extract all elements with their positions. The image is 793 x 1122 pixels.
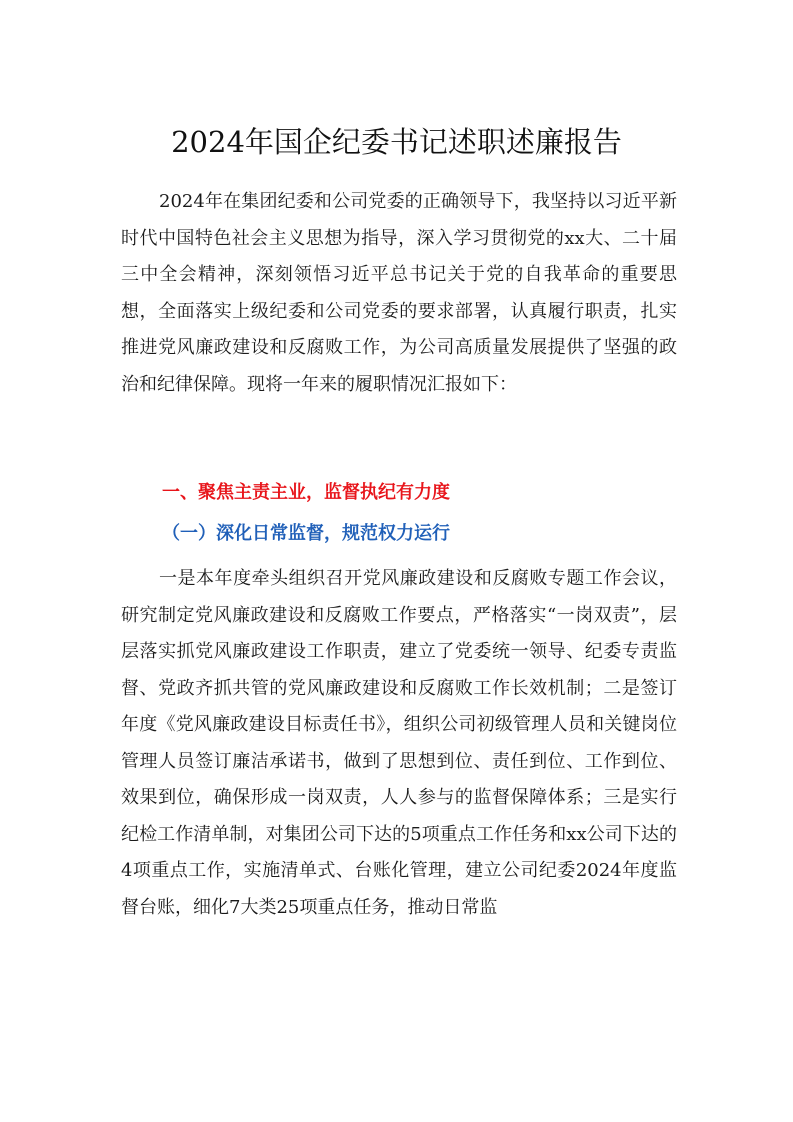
section-paragraph: 一是本年度牵头组织召开党风廉政建设和反腐败专题工作会议，研究制定党风廉政建设和反腐败工作要点，严格落实“一岗双责”，层层落实抓党风廉政建设工作职责，建立了党委统一领导、纪委专责监督、党政齐抓共管的党风廉政建设和反腐败工作长效机制；二是签订年度《党风廉政建设目标责任书》，组织公司初级管理人员和关键岗位管理人员签订廉洁承诺书，做到了思想到位、责任到位、工作到位、效果到位，确保形成一岗双责，人人参与的监督保障体系；三是实行纪检工作清单制，对集团公司下达的5项重点工作任务和xx公司下达的4项重点工作，实施清单式、台账化管理，建立公司纪委2024年度监督台账，细化7大类25项重点任务，推动日常监 xyxy=(121,568,677,918)
section-heading: 一、聚焦主责主业，监督执纪有力度 xyxy=(162,482,450,503)
intro-paragraph: 2024年在集团纪委和公司党委的正确领导下，我坚持以习近平新时代中国特色社会主义思想为指导，深入学习贯彻党的xx大、二十届三中全会精神，深刻领悟习近平总书记关于党的自我革命的重要思想，全面落实上级纪委和公司党委的要求部署，认真履行职责，扎实推进党风廉政建设和反腐败工作，为公司高质量发展提供了坚强的政治和纪律保障。现将一年来的履职情况汇报如下： xyxy=(121,191,677,395)
document-title: 2024年国企纪委书记述职述廉报告 xyxy=(171,125,622,159)
subsection-heading: （一）深化日常监督，规范权力运行 xyxy=(162,523,450,544)
